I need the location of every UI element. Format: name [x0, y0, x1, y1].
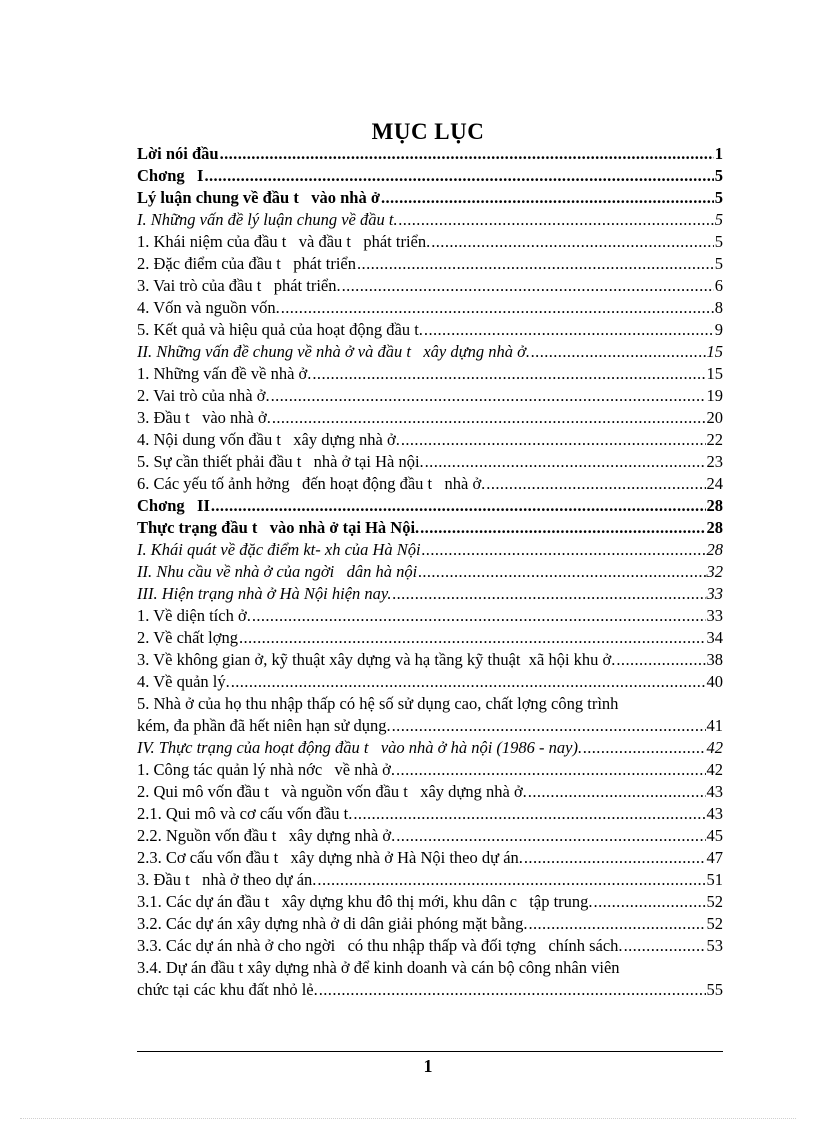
toc-entry: [137, 957, 723, 1001]
toc-entry: [137, 451, 723, 473]
toc-leader-dots: [396, 825, 705, 847]
toc-entry: [137, 605, 723, 627]
toc-entry: [137, 253, 723, 275]
toc-entry-page: 1: [714, 144, 723, 163]
toc-entry: [137, 891, 723, 913]
toc-entry: [137, 341, 723, 363]
toc-entry-page: 15: [706, 364, 723, 383]
toc-entry-label: II. Nhu cầu về nhà ở của ngời dân hà nội: [137, 562, 418, 581]
toc-entry-page: 20: [706, 408, 723, 427]
toc-entry-label: 2.3. Cơ cấu vốn đầu t xây dựng nhà ở Hà Nội theo dự án.: [137, 848, 523, 867]
toc-entry-page: 5: [714, 166, 723, 185]
toc-leader-dots: [422, 539, 706, 561]
toc-leader-dots: [524, 847, 706, 869]
toc-entry-page: 24: [706, 474, 723, 493]
toc-entry-page: 5: [714, 188, 723, 207]
toc-entry-label: 3.2. Các dự án xây dựng nhà ở di dân giải phóng mặt bằng.: [137, 914, 528, 933]
toc-entry: [137, 275, 723, 297]
toc-entry: [137, 737, 723, 759]
toc-entry: [137, 539, 723, 561]
toc-entry-page: 15: [706, 342, 723, 361]
toc-entry-page: 32: [706, 562, 723, 581]
toc-entry-label: chức tại các khu đất nhỏ lẻ.: [137, 980, 318, 999]
toc-leader-dots: [594, 891, 706, 913]
toc-entry: [137, 649, 723, 671]
toc-leader-dots: [271, 385, 706, 407]
toc-entry-label: 1. Về diện tích ở.: [137, 606, 251, 625]
toc-entry-label: Chơng I: [137, 166, 204, 185]
toc-entry-label: 4. Nội dung vốn đầu t xây dựng nhà ở.: [137, 430, 400, 449]
footer-divider: [137, 1051, 723, 1052]
toc-entry-label-line1: 5. Nhà ở của họ thu nhập thấp có hệ số sử dụng cao, chất lợng công trình: [137, 694, 619, 713]
toc-entry-label: I. Khái quát về đặc điểm kt- xh của Hà Nội: [137, 540, 421, 559]
toc-entry: [137, 913, 723, 935]
toc-entry-label: Lý luận chung về đầu t vào nhà ở: [137, 188, 380, 207]
toc-leader-dots: [342, 275, 714, 297]
toc-entry: [137, 583, 723, 605]
toc-entry-label: 2. Vai trò của nhà ở.: [137, 386, 270, 405]
toc-leader-dots: [528, 781, 706, 803]
toc-entry-page: 5: [714, 232, 723, 251]
toc-entry-page: 8: [714, 298, 723, 317]
toc-entry: [137, 847, 723, 869]
toc-leader-dots: [231, 671, 706, 693]
toc-entry: [137, 363, 723, 385]
toc-leader-dots: [424, 319, 714, 341]
toc-entry: [137, 935, 723, 957]
toc-entry-label: 4. Về quản lý.: [137, 672, 230, 691]
toc-entry-page: 38: [706, 650, 723, 669]
toc-leader-dots: [392, 583, 705, 605]
toc-leader-dots: [392, 715, 706, 737]
toc-entry-page: 40: [706, 672, 723, 691]
toc-entry: [137, 385, 723, 407]
toc-entry: [137, 319, 723, 341]
toc-entry-label: 3.1. Các dự án đầu t xây dựng khu đô thị mới, khu dân c tập trung.: [137, 892, 593, 911]
toc-entry-label: Lời nói đầu: [137, 144, 219, 163]
toc-entry-page: 52: [706, 892, 723, 911]
toc-entry-label: 3. Vai trò của đầu t phát triển.: [137, 276, 341, 295]
toc-entry-page: 28: [706, 496, 723, 515]
toc-entry-page: 9: [714, 320, 723, 339]
toc-entry-label: Chơng II: [137, 496, 210, 515]
toc-entry-label: 4. Vốn và nguồn vốn.: [137, 298, 280, 317]
toc-entry-label: 1. Khái niệm của đầu t và đầu t phát triển.: [137, 232, 431, 251]
toc-entry-page: 52: [706, 914, 723, 933]
toc-leader-dots: [211, 495, 706, 517]
toc-entry: [137, 143, 723, 165]
toc-entry-label: 5. Kết quả và hiệu quả của hoạt động đầu t.: [137, 320, 423, 339]
page-title: MỤC LỤC: [371, 119, 485, 144]
toc-entry: [137, 407, 723, 429]
toc-entry-label: Thực trạng đầu t vào nhà ở tại Hà Nội.: [137, 518, 420, 537]
toc-entry: [137, 495, 723, 517]
toc-leader-dots: [431, 231, 714, 253]
toc-entry: [137, 869, 723, 891]
toc-entry-page: 5: [714, 254, 723, 273]
toc-leader-dots: [616, 649, 705, 671]
toc-entry-page: 42: [706, 738, 723, 757]
toc-leader-dots: [357, 253, 714, 275]
toc-entry: [137, 165, 723, 187]
toc-entry-page: 41: [706, 716, 723, 735]
toc-entry-label: 3. Đầu t vào nhà ở.: [137, 408, 271, 427]
toc-entry-label: 3. Đầu t nhà ở theo dự án.: [137, 870, 317, 889]
toc-entry-label: 2. Đặc điểm của đầu t phát triển: [137, 254, 357, 273]
toc-entry-label: 2. Về chất lợng: [137, 628, 238, 647]
toc-entry: [137, 231, 723, 253]
toc-leader-dots: [401, 429, 706, 451]
toc-leader-dots: [418, 561, 705, 583]
toc-leader-dots: [624, 935, 706, 957]
toc-entry-page: 43: [706, 782, 723, 801]
toc-leader-dots: [381, 187, 714, 209]
toc-entry-label: 1. Công tác quản lý nhà nớc về nhà ở.: [137, 760, 396, 779]
toc-leader-dots: [531, 341, 705, 363]
toc-entry-label: 2.1. Qui mô và cơ cấu vốn đầu t.: [137, 804, 353, 823]
toc-entry-label: IV. Thực trạng của hoạt động đầu t vào nhà ở hà nội (1986 - nay).: [137, 738, 583, 757]
page-bottom-border: [20, 1118, 796, 1119]
toc-entry: [137, 627, 723, 649]
toc-entry: [137, 781, 723, 803]
toc-entry: [137, 803, 723, 825]
page-number: 1: [423, 1056, 433, 1076]
toc-entry-page: 5: [714, 210, 723, 229]
toc-entry: [137, 297, 723, 319]
toc-entry-label-line1: 3.4. Dự án đầu t xây dựng nhà ở để kinh doanh và cán bộ công nhân viên: [137, 958, 620, 977]
toc-entry: [137, 671, 723, 693]
toc-leader-dots: [319, 979, 706, 1001]
toc-entry: [137, 759, 723, 781]
toc-leader-dots: [420, 517, 705, 539]
toc-leader-dots: [583, 737, 705, 759]
toc-entry-line2: [137, 979, 723, 1001]
toc-entry-page: 28: [706, 540, 723, 559]
toc-entry-page: 33: [706, 606, 723, 625]
toc-entry-page: 6: [714, 276, 723, 295]
toc-leader-dots: [204, 165, 713, 187]
toc-entry-page: 28: [706, 518, 723, 537]
toc-entry-label: kém, đa phần đã hết niên hạn sử dụng.: [137, 716, 391, 735]
toc-entry-label: III. Hiện trạng nhà ở Hà Nội hiện nay.: [137, 584, 392, 603]
toc-leader-dots: [272, 407, 706, 429]
toc-entry-page: 33: [706, 584, 723, 603]
toc-entry-label: 2. Qui mô vốn đầu t và nguồn vốn đầu t xây dựng nhà ở.: [137, 782, 527, 801]
toc-entry-page: 45: [706, 826, 723, 845]
toc-entry-page: 42: [706, 760, 723, 779]
toc-leader-dots: [396, 759, 705, 781]
toc-leader-dots: [252, 605, 706, 627]
toc-entry-label: 2.2. Nguồn vốn đầu t xây dựng nhà ở.: [137, 826, 396, 845]
toc-entry: [137, 473, 723, 495]
toc-leader-dots: [425, 451, 706, 473]
toc-entry-page: 43: [706, 804, 723, 823]
toc-entry: [137, 187, 723, 209]
toc-entry: [137, 825, 723, 847]
toc-entry: [137, 561, 723, 583]
toc-leader-dots: [399, 209, 714, 231]
toc-entry-page: 23: [706, 452, 723, 471]
toc-entry-label: I. Những vấn đề lý luận chung về đầu t.: [137, 210, 398, 229]
toc-leader-dots: [220, 143, 714, 165]
toc-entry-page: 22: [706, 430, 723, 449]
toc-entry-page: 19: [706, 386, 723, 405]
toc-leader-dots: [312, 363, 705, 385]
toc-entry: [137, 517, 723, 539]
toc-entry-page: 53: [706, 936, 723, 955]
toc-leader-dots: [317, 869, 705, 891]
table-of-contents: [137, 143, 723, 1001]
toc-entry-page: 55: [706, 980, 723, 999]
toc-entry-label: 1. Những vấn đề về nhà ở.: [137, 364, 312, 383]
toc-leader-dots: [353, 803, 705, 825]
toc-leader-dots: [486, 473, 705, 495]
toc-entry-label: 3. Về không gian ở, kỹ thuật xây dựng và hạ tầng kỹ thuật xã hội khu ở.: [137, 650, 616, 669]
toc-entry: [137, 209, 723, 231]
toc-leader-dots: [239, 627, 706, 649]
toc-entry-label: II. Những vấn đề chung về nhà ở và đầu t xây dựng nhà ở.: [137, 342, 531, 361]
toc-entry: [137, 429, 723, 451]
toc-leader-dots: [528, 913, 705, 935]
toc-entry-label: 3.3. Các dự án nhà ở cho ngời có thu nhập thấp và đối tợng chính sách.: [137, 936, 623, 955]
toc-entry-page: 51: [706, 870, 723, 889]
toc-leader-dots: [281, 297, 714, 319]
toc-entry-label: 6. Các yếu tố ảnh hởng đến hoạt động đầu t nhà ở.: [137, 474, 486, 493]
toc-entry-page: 47: [706, 848, 723, 867]
toc-entry-line2: [137, 715, 723, 737]
toc-entry-label: 5. Sự cần thiết phải đầu t nhà ở tại Hà nội.: [137, 452, 424, 471]
toc-entry: [137, 693, 723, 737]
toc-entry-page: 34: [706, 628, 723, 647]
